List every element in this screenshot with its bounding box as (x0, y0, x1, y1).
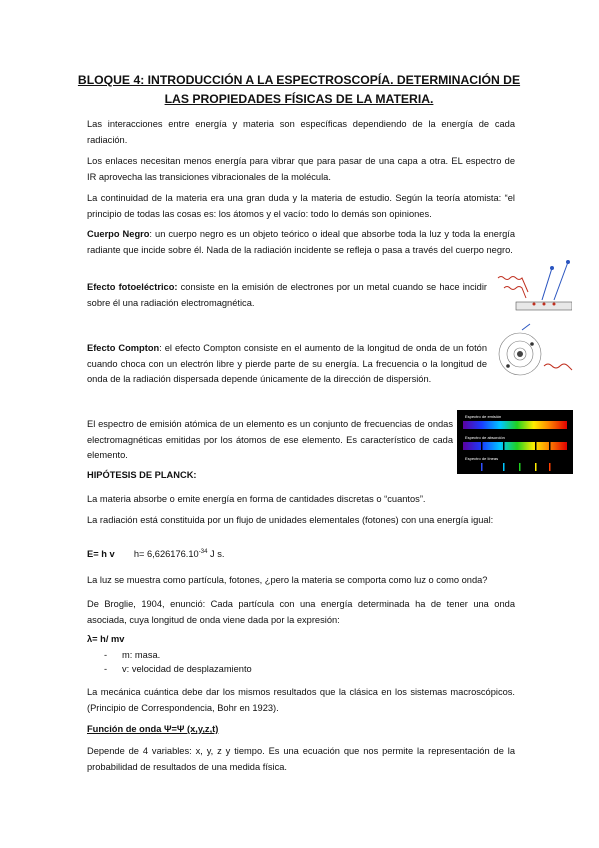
planck-constant: h= 6,626176.10 (133, 549, 199, 559)
electron-b (506, 364, 510, 368)
paragraph-light: La luz se muestra como partícula, fotones, ¿pero la materia se comporta como luz o como onda? (87, 575, 488, 585)
nucleus (517, 351, 523, 357)
electron-2 (566, 260, 570, 264)
paragraph-de-broglie: De Broglie, 1904, enunció: Cada partícula con una energía determinada ha de tener una onda asociada, cuya longitud de onda viene dada por la expresión: (87, 599, 515, 625)
paragraph-correspondence: La mecánica cuántica debe dar los mismos resultados que la clásica en los sistemas macroscópicos. (Principio de Correspondencia, Bohr en 1923). (87, 687, 515, 713)
term-compton: Efecto Compton (87, 343, 160, 353)
compton-text: : el efecto Compton consiste en el aumento de la longitud de onda de un fotón cuando choca con un electrón libre y pierde parte de su energía. La frecuencia o la longitud de onda de la radiación dispersada depende únicamente de la dirección de dispersión. (87, 343, 487, 384)
paragraph-interactions: Las interacciones entre energía y materia son específicas dependiendo de la energía de cada radiación. (87, 119, 515, 145)
title-line-2: LAS PROPIEDADES FÍSICAS DE LA MATERIA. (164, 92, 434, 106)
absorption-band (463, 442, 567, 450)
paragraph-black-body (87, 227, 515, 258)
paragraph-bonds: Los enlaces necesitan menos energía para vibrar que para pasar de una capa a otra. EL espectro de IR aprovecha las transiciones vibracionales de la molécula. (87, 156, 515, 182)
electron-path-2 (554, 262, 568, 300)
electron-path-1 (542, 268, 552, 300)
surface-dot-1 (533, 303, 536, 306)
scattered-wave (544, 364, 572, 370)
emission-line-2 (503, 463, 505, 471)
absorption-line-2 (503, 442, 505, 450)
paragraph-quanta: La materia absorbe o emite energía en forma de cantidades discretas o “cuantos”. (87, 494, 426, 504)
absorption-line-4 (549, 442, 551, 450)
absorption-line-1 (481, 442, 483, 450)
incident-wave-2 (504, 287, 526, 299)
list-item-velocity: - (104, 664, 108, 674)
planck-exponent: -34 (198, 548, 208, 555)
photoelectric-text: consiste en la emisión de electrones por un metal cuando se hace incidir sobre él una radiación electromagnética. (87, 282, 487, 308)
term-black-body: Cuerpo Negro (87, 229, 150, 239)
continuous-band (463, 421, 567, 429)
compton-figure (492, 322, 574, 402)
paragraph-wave-function: Depende de 4 variables: x, y, z y tiempo. Es una ecuación que nos permite la representación de la probabilidad de resultados de una medida física. (87, 746, 515, 772)
page-title (60, 71, 538, 109)
list-item-velocity-text: v: velocidad de desplazamiento (122, 664, 252, 674)
paragraph-photoelectric (87, 280, 487, 311)
electron-1 (550, 266, 554, 270)
recoil-electron (522, 324, 530, 330)
emission-line-5 (549, 463, 551, 471)
emission-line-1 (481, 463, 483, 471)
paragraph-emission-spectrum: El espectro de emisión atómica de un elemento es un conjunto de frecuencias de ondas electromagnéticas emitidas por los átomos de ese elemento. Es característico de cada elemento. (87, 419, 453, 460)
term-photoelectric: Efecto fotoeléctrico: (87, 282, 178, 292)
surface-dot-2 (543, 303, 546, 306)
equation-label: E= h v (87, 549, 115, 559)
emission-line-4 (535, 463, 537, 471)
paragraph-radiation: La radiación está constituida por un flujo de unidades elementales (fotones) con una energía igual: (87, 515, 494, 525)
title-line-1: BLOQUE 4: INTRODUCCIÓN A LA ESPECTROSCOPÍA. DETERMINACIÓN DE (77, 73, 521, 87)
lambda-equation: λ= h/ mv (87, 634, 125, 644)
paragraph-compton (87, 341, 487, 388)
list-item-mass: - (104, 650, 108, 660)
surface-dot-3 (553, 303, 556, 306)
emission-line-3 (519, 463, 521, 471)
planck-equation (87, 547, 515, 563)
wave-function-heading: Función de onda Ψ=Ψ (x,y,z,t) (87, 724, 219, 734)
paragraph-continuity: La continuidad de la materia era una gran duda y la materia de estudio. Según la teoría atomista: “el principio de todas las cosas es: los átomos y el vacío: todo lo demás son opiniones. (87, 193, 515, 219)
spectrum-figure (457, 410, 573, 474)
electron-a (530, 342, 534, 346)
spectrum-label-3: Espectro de líneas (465, 456, 499, 461)
absorption-line-3 (535, 442, 537, 450)
spectrum-label-1: Espectro de emisión (465, 414, 502, 419)
planck-heading: HIPÓTESIS DE PLANCK: (87, 470, 197, 480)
black-body-text: : un cuerpo negro es un objeto teórico o ideal que absorbe toda la luz y toda la energía radiante que incide sobre él. Nada de la radiación incidente se refleja o pasa a través del cuerpo negro. (87, 229, 515, 255)
list-item-mass-text: m: masa. (122, 650, 161, 660)
photoelectric-figure (494, 258, 572, 320)
spectrum-label-2: Espectro de absorción (465, 435, 505, 440)
planck-unit: J s. (207, 549, 225, 559)
